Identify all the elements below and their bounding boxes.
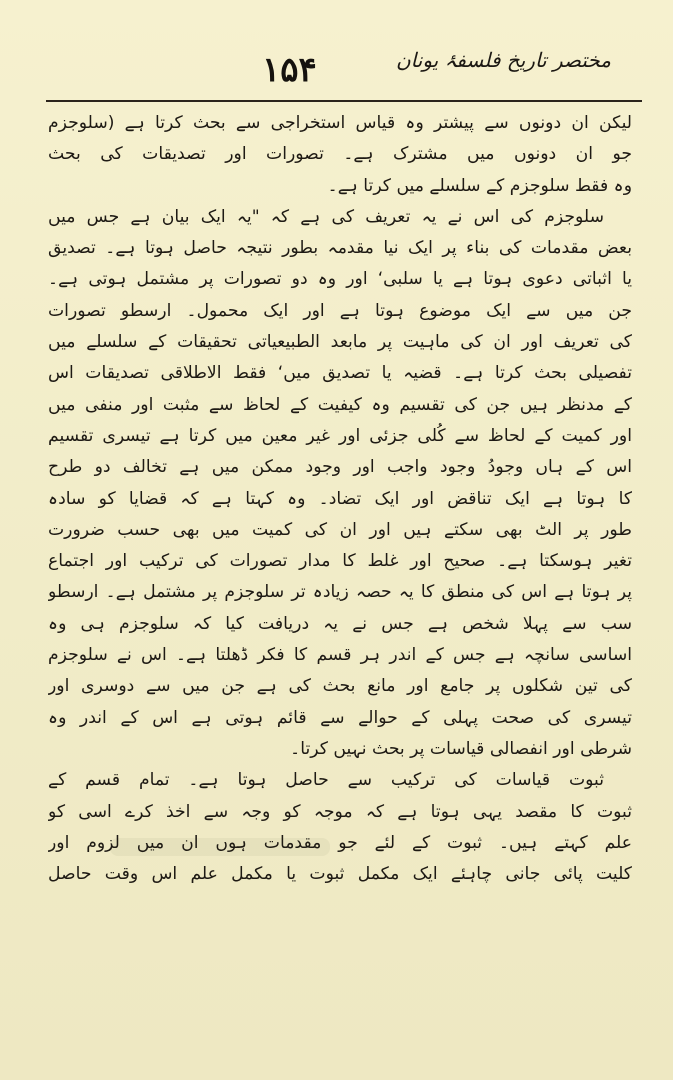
text-line: جو ان دونوں میں مشترک ہے۔ تصورات اور تصدیقات کی بحث [48,144,632,165]
page-number: ۱۵۴ [262,50,317,90]
page-header [30,38,643,98]
text-line: پر ہوتا ہے اس کی منطق کا یہ حصہ زیادہ تر سلوجزم پر مشتمل ہے۔ ارسطو [48,582,632,603]
text-line: تیسری کی صحت پہلی کے حوالے سے قائم ہوتی ہے اس کے اندر وہ [48,707,632,728]
text-line: یا اثباتی دعوی ہوتا ہے یا سلبی‘ اور وہ دو تصورات پر مشتمل ہوتی ہے۔ [48,269,632,290]
text-line: شرطی اور انفصالی قیاسات پر بحث نہیں کرتا۔ [290,738,632,759]
text-line: اساسی سانچہ ہے جس کے اندر ہر قسم کا فکر ڈھلتا ہے۔ اس نے سلوجزم [48,645,632,666]
text-line: وہ فقط سلوجزم کے سلسلے میں کرتا ہے۔ [327,175,632,196]
text-line: اور کمیت کے لحاظ سے کُلی جزئی اور غیر معین میں کرتا ہے تیسری تقسیم [48,425,632,446]
text-line: علم کہتے ہیں۔ ثبوت کے لئے جو مقدمات ہوں ان میں لزوم اور [48,832,632,853]
text-line: تغیر ہوسکتا ہے۔ صحیح اور غلط کا مدار تصورات کی ترکیب اور اجتماع [48,551,632,572]
text-line: سلوجزم کی اس نے یہ تعریف کی ہے کہ "یہ ایک بیان ہے جس میں [48,206,604,227]
text-line: کی تین شکلوں پر جامع اور مانع بحث کی ہے جن میں سے دوسری اور [48,676,632,697]
text-line: ثبوت کا مقصد یہی ہوتا ہے کہ موجہ کو وجہ سے اخذ کرے اسی کو [48,801,632,822]
text-line: لیکن ان دونوں سے پیشتر وہ قیاس استخراجی سے بحث کرتا ہے (سلوجزم [48,113,632,133]
paper-smudge [110,838,330,856]
text-line: کے مدنظر ہیں جن کی تقسیم وہ کیفیت کے لحاظ سے مثبت اور منفی میں [48,394,632,415]
body-text [48,108,632,1048]
text-line: سب سے پہلا شخص ہے جس نے یہ دریافت کیا کہ سلوجزم ہی وہ [48,613,632,634]
running-title: مختصر تاریخ فلسفۂ یونان [395,48,611,72]
text-line: کلیت پائی جانی چاہئے ایک مکمل ثبوت یا مکمل علم اس وقت حاصل [48,864,632,885]
text-line: جن میں سے ایک موضوع ہوتا ہے اور ایک محمول۔ ارسطو تصورات [48,300,632,321]
text-line: کا ہوتا ہے ایک تناقض اور ایک تضاد۔ وہ کہتا ہے کہ قضایا کو سادہ [48,488,632,509]
text-line: کی تعریف اور ان کی ماہیت پر مابعد الطبیعیاتی تحقیقات کے سلسلے میں [48,332,632,353]
header-rule [46,100,642,102]
text-line: اس کے ہاں وجودُ وجود واجب اور وجود ممکن میں ہے تخالف دو طرح [48,457,632,478]
text-line: بعض مقدمات کی بناء پر ایک نیا مقدمہ بطور نتیجہ حاصل ہوتا ہے۔ تصدیق [48,238,632,259]
text-line: تفصیلی بحث کرتا ہے۔ قضیہ یا تصدیق میں‘ فقط الاطلاقی تصدیقات اس [48,363,632,384]
text-line: ثبوت قیاسات کی ترکیب سے حاصل ہوتا ہے۔ تمام قسم کے [48,770,604,791]
text-line: طور پر الٹ بھی سکتے ہیں اور ان کی کمیت میں بھی حسب ضرورت [48,519,632,540]
